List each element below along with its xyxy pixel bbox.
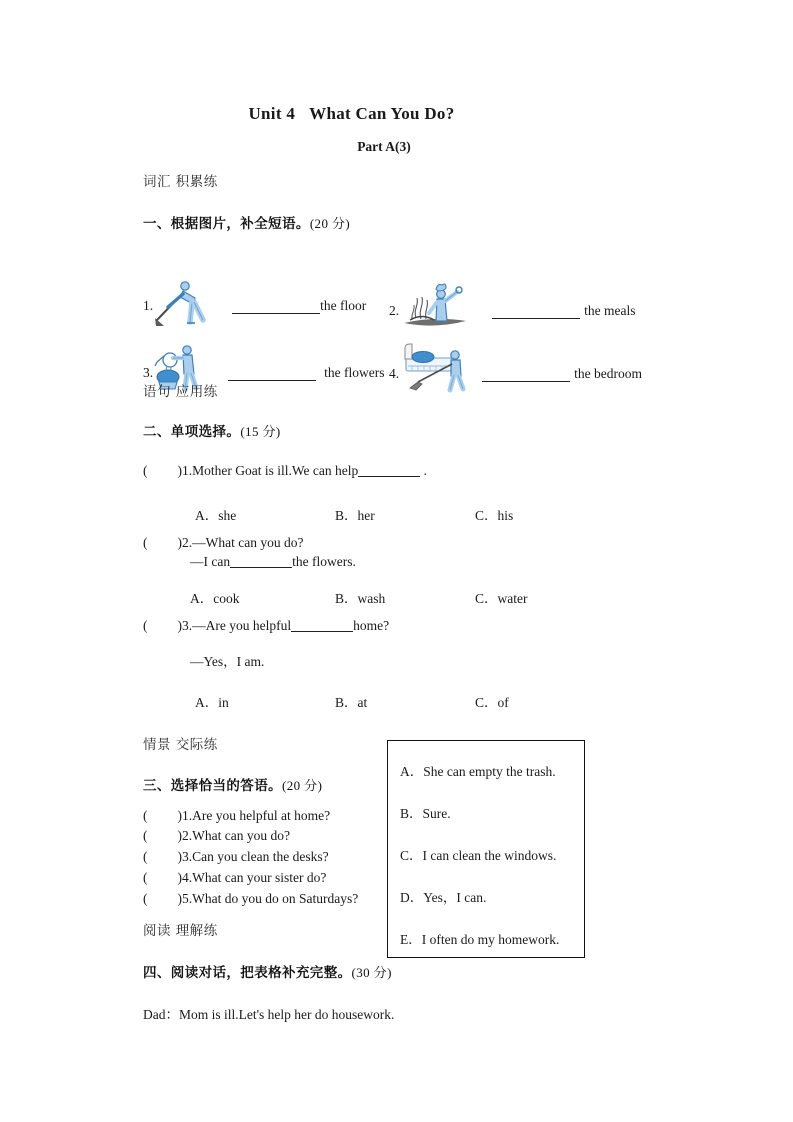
question-stem-end: . — [420, 463, 427, 478]
prompt-text: What can your sister do? — [192, 870, 327, 885]
answer-paren-close: ) — [177, 535, 182, 550]
exercise-4-title: 四、阅读对话，把表格补充完整。 — [143, 965, 352, 981]
match-prompt-3 — [143, 849, 329, 865]
option-b[interactable]: B．her — [335, 508, 375, 523]
unit-title-number: Unit 4 — [248, 104, 296, 123]
question-stem: Mother Goat is ill.We can help — [192, 463, 359, 478]
unit-title-text: What Can You Do? — [309, 104, 455, 123]
answer-paren-close: ) — [177, 618, 182, 633]
answer-blank[interactable] — [228, 367, 316, 381]
question-line-1-after: home? — [353, 618, 390, 633]
mc-question-3-line2: —Yes，I am. — [190, 654, 265, 669]
answer-paren-open: ( — [143, 463, 148, 478]
answer-blank[interactable] — [230, 554, 292, 568]
picture-item-2 — [389, 280, 635, 319]
item-number: 3. — [143, 365, 154, 380]
item-number: 1. — [143, 298, 154, 313]
prompt-text: What can you do? — [192, 828, 290, 843]
option-b[interactable]: B．at — [335, 695, 368, 710]
option-a[interactable]: A．she — [195, 508, 237, 523]
answer-blank[interactable] — [492, 305, 580, 319]
answer-options-box — [387, 740, 585, 958]
exercise-2-points: (15 分) — [240, 424, 281, 439]
mc-question-2 — [143, 535, 303, 551]
exercise-1-points: (20 分) — [309, 216, 351, 231]
answer-paren-open: ( — [143, 891, 148, 906]
exercise-3-title: 三、选择恰当的答语。 — [143, 778, 282, 794]
answer-paren-close: ) — [177, 828, 182, 843]
answer-option-c[interactable]: C．I can clean the windows. — [400, 848, 557, 863]
picture-item-3 — [143, 342, 384, 381]
mc-question-1 — [143, 463, 427, 479]
item-tail-text: the bedroom — [574, 366, 642, 381]
item-tail-text: the flowers — [324, 365, 385, 380]
mc-question-3 — [143, 618, 389, 634]
prompt-text: Can you clean the desks? — [192, 849, 329, 864]
prompt-text: Are you helpful at home? — [192, 808, 331, 823]
answer-paren-open: ( — [143, 808, 148, 823]
answer-paren-open: ( — [143, 618, 148, 633]
mc-options-2 — [190, 587, 528, 607]
answer-option-b[interactable]: B．Sure. — [400, 806, 451, 821]
prompt-number: 5. — [182, 891, 193, 906]
question-number: 1. — [182, 463, 193, 478]
exercise-4-points: (30 分) — [351, 965, 392, 980]
answer-option-d[interactable]: D．Yes，I can. — [400, 890, 487, 905]
item-number: 4. — [389, 366, 400, 381]
sweep-the-floor-icon — [154, 280, 208, 326]
match-prompt-1 — [143, 808, 330, 824]
answer-paren-open: ( — [143, 849, 148, 864]
exercise-2-title: 二、单项选择。 — [143, 424, 241, 440]
prompt-number: 3. — [182, 849, 193, 864]
exercise-4-heading — [143, 961, 392, 981]
exercise-2-heading — [143, 420, 281, 440]
match-prompt-4 — [143, 870, 326, 886]
prompt-number: 1. — [182, 808, 193, 823]
option-a[interactable]: A．in — [195, 695, 229, 710]
question-line-1-before: —Are you helpful — [192, 618, 292, 633]
question-number: 3. — [182, 618, 193, 633]
exercise-1-heading — [143, 212, 350, 232]
exercise-3-points: (20 分) — [282, 778, 323, 793]
option-a[interactable]: A．cook — [190, 591, 240, 606]
mc-options-1 — [195, 504, 513, 524]
answer-paren-open: ( — [143, 870, 148, 885]
answer-blank[interactable] — [232, 300, 320, 314]
item-tail-text: the floor — [320, 298, 367, 313]
answer-blank[interactable] — [358, 463, 420, 477]
question-line-2-after: the flowers. — [292, 554, 356, 569]
match-prompt-5 — [143, 891, 358, 907]
prompt-number: 2. — [182, 828, 193, 843]
page-title — [0, 104, 793, 124]
question-number: 2. — [182, 535, 193, 550]
exercise-3-heading — [143, 774, 322, 794]
prompt-number: 4. — [182, 870, 193, 885]
picture-item-1 — [143, 280, 366, 314]
question-line-2-before: —I can — [190, 554, 231, 569]
option-c[interactable]: C．his — [475, 508, 514, 523]
picture-item-4 — [389, 342, 642, 382]
option-c[interactable]: C．water — [475, 591, 528, 606]
answer-paren-close: ) — [177, 808, 182, 823]
answer-option-a[interactable]: A．She can empty the trash. — [400, 764, 556, 779]
answer-blank[interactable] — [482, 368, 570, 382]
item-number: 2. — [389, 303, 400, 318]
exercise-1-title: 一、根据图片，补全短语。 — [143, 216, 310, 232]
section-label-sentence: 语句 应用练 — [143, 384, 218, 400]
clean-the-bedroom-icon — [400, 342, 468, 394]
section-label-situation: 情景 交际练 — [143, 737, 218, 753]
mc-options-3 — [195, 691, 509, 711]
part-subtitle: Part A(3) — [357, 139, 411, 154]
answer-paren-close: ) — [177, 463, 182, 478]
option-c[interactable]: C．of — [475, 695, 509, 710]
cook-the-meals-icon — [400, 280, 472, 330]
question-line-1: —What can you do? — [192, 535, 304, 550]
match-prompt-2 — [143, 828, 290, 844]
answer-blank[interactable] — [291, 618, 353, 632]
mc-question-2-line2 — [190, 554, 356, 570]
answer-paren-close: ) — [177, 870, 182, 885]
section-label-vocabulary: 词汇 积累练 — [143, 174, 218, 190]
item-tail-text: the meals — [584, 303, 636, 318]
dialog-line-dad: Dad：Mom is ill.Let's help her do housework. — [143, 1007, 395, 1022]
prompt-text: What do you do on Saturdays? — [192, 891, 359, 906]
answer-paren-open: ( — [143, 535, 148, 550]
answer-paren-close: ) — [177, 849, 182, 864]
answer-paren-open: ( — [143, 828, 148, 843]
section-label-reading: 阅读 理解练 — [143, 923, 218, 939]
option-b[interactable]: B．wash — [335, 591, 386, 606]
answer-paren-close: ) — [177, 891, 182, 906]
answer-option-e[interactable]: E．I often do my homework. — [400, 932, 560, 947]
